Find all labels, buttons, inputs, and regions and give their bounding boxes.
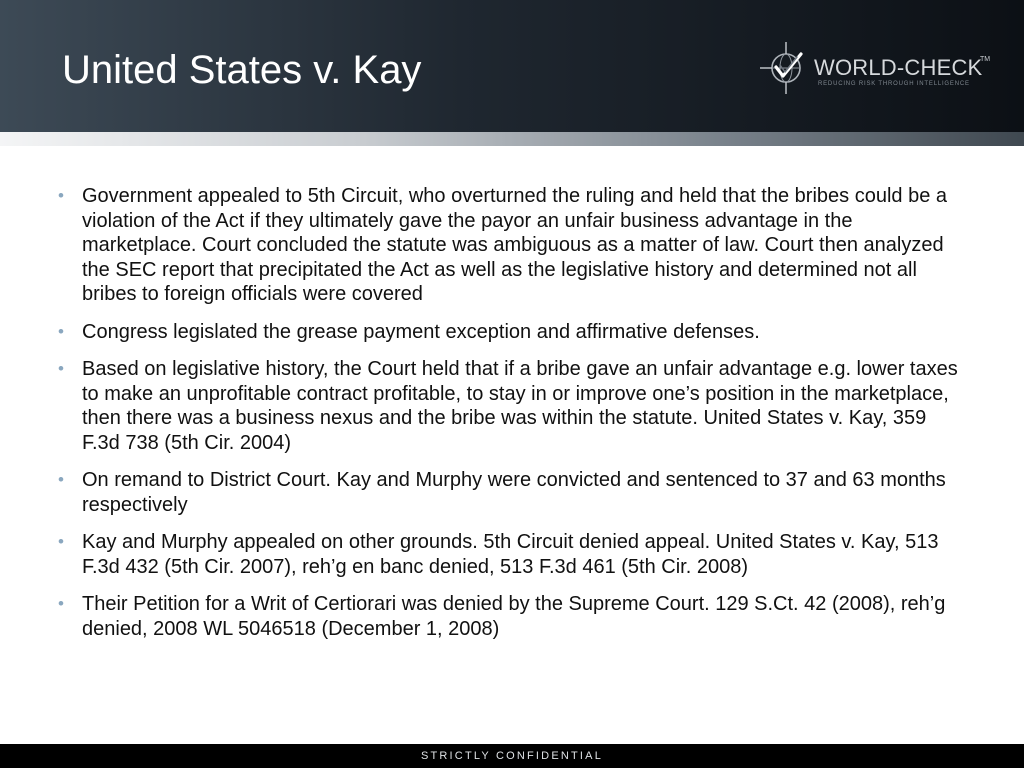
bullet-item (58, 357, 968, 455)
bullet-text: Kay and Murphy appealed on other grounds. 5th Circuit denied appeal. United States v. Kay, 513 F.3d 432 (5th Cir. 2007), reh’g en banc denied, 513 F.3d 461 (5th Cir. 2008) (82, 531, 939, 578)
checkmark-globe-icon (756, 38, 816, 98)
bullet-item (58, 530, 968, 579)
bullet-icon: • (58, 470, 64, 489)
header-bar (0, 0, 1024, 132)
logo-tagline: REDUCING RISK THROUGH INTELLIGENCE (818, 81, 970, 87)
world-check-logo (756, 38, 992, 98)
bullet-text: Based on legislative history, the Court held that if a bribe gave an unfair advantage e.g. lower taxes to make an unprofitable contract profitable, to stay in or improve one’s position in the marketplace, then there was a business nexus and the bribe was within the statute. United States v. Kay, 359 F.3d 738 (5th Cir. 2004) (82, 358, 958, 454)
slide-title: United States v. Kay (62, 48, 422, 92)
bullet-item (58, 320, 968, 345)
bullet-list (58, 184, 968, 641)
confidentiality-notice: STRICTLY CONFIDENTIAL (420, 750, 604, 762)
bullet-item (58, 184, 968, 307)
footer-bar (0, 744, 1024, 768)
logo-trademark: TM (980, 56, 991, 63)
slide-body (58, 184, 968, 654)
bullet-text: Their Petition for a Writ of Certiorari was denied by the Supreme Court. 129 S.Ct. 42 (2008), reh’g denied, 2008 WL 5046518 (December 1, 2008) (82, 593, 946, 640)
bullet-icon: • (58, 186, 64, 205)
bullet-item (58, 592, 968, 641)
bullet-text: On remand to District Court. Kay and Murphy were convicted and sentenced to 37 and 63 months respectively (82, 469, 946, 516)
logo-wordmark: WORLD-CHECK (814, 55, 983, 80)
bullet-text: Government appealed to 5th Circuit, who overturned the ruling and held that the bribes could be a violation of the Act if they ultimately gave the payor an unfair business advantage in the marketplace. Court concluded the statute was ambiguous as a matter of law. Court then analyzed the SEC report that precipitated the Act as well as the legislative history and determined not all bribes to foreign officials were covered (82, 185, 947, 305)
bullet-icon: • (58, 321, 64, 341)
bullet-item (58, 468, 968, 517)
bullet-icon: • (58, 594, 64, 613)
bullet-text: Congress legislated the grease payment exception and affirmative defenses. (82, 320, 760, 343)
header-gradient-stripe (0, 132, 1024, 146)
bullet-icon: • (58, 359, 64, 378)
bullet-icon: • (58, 532, 64, 551)
